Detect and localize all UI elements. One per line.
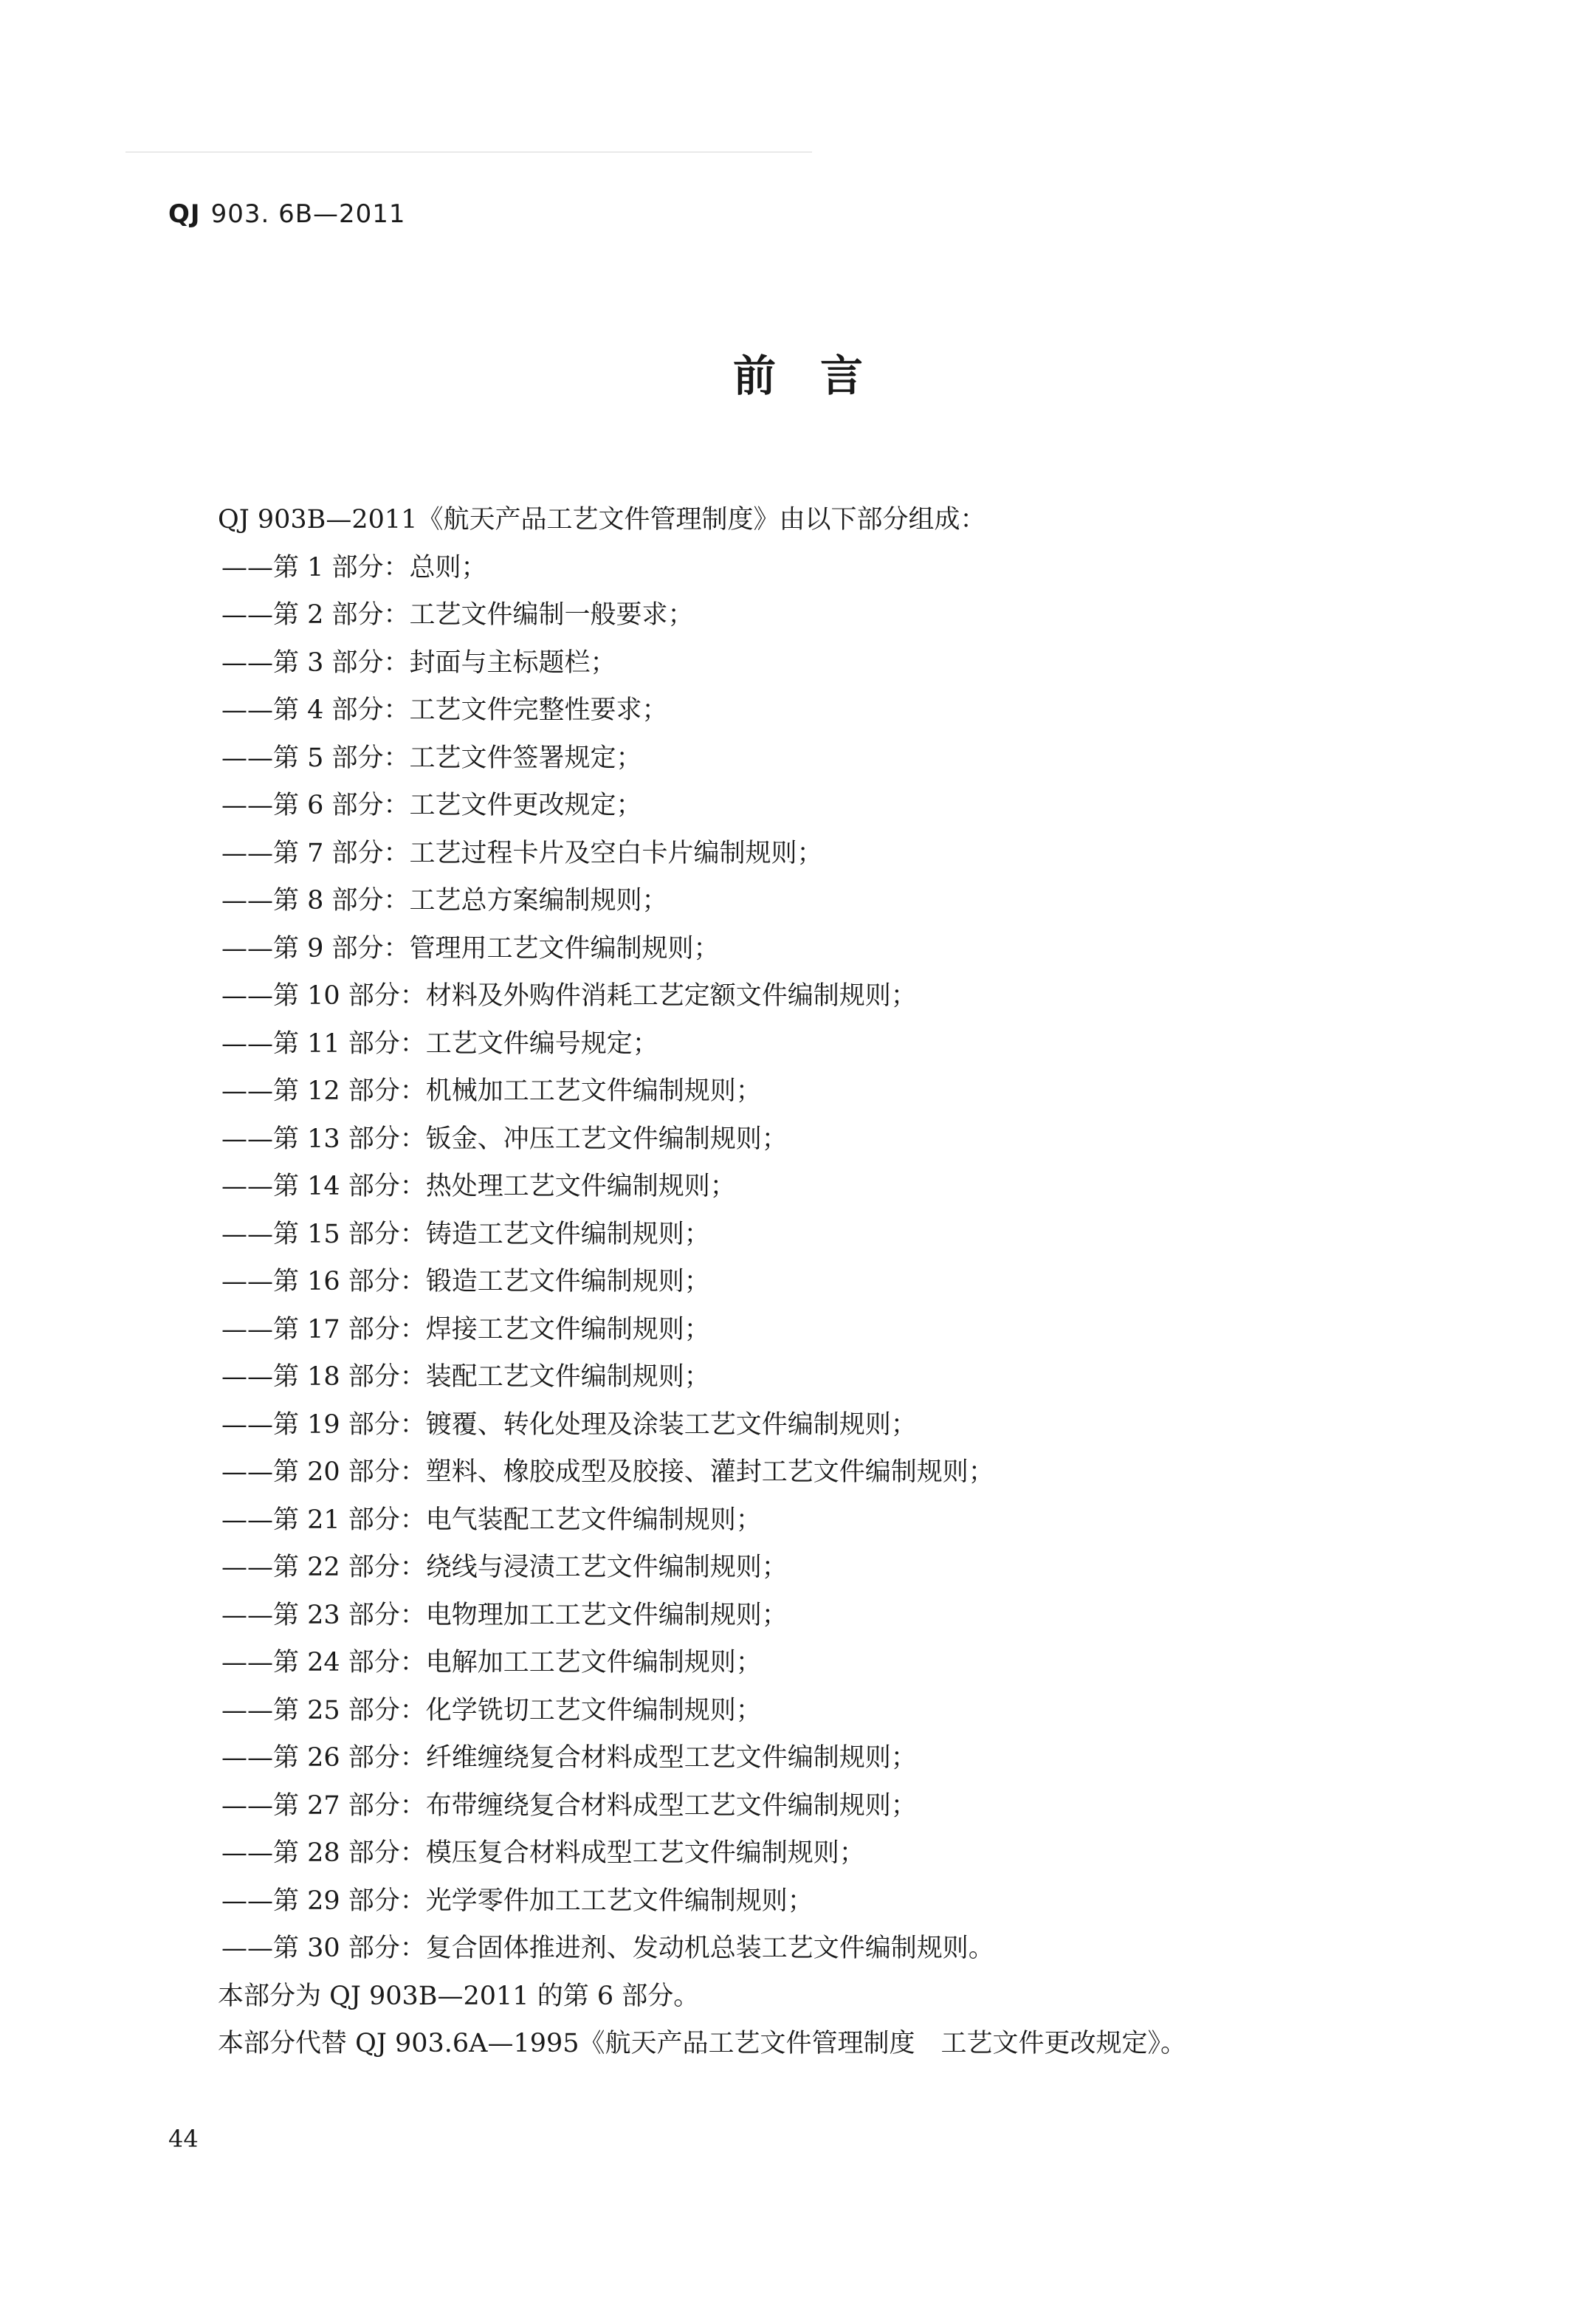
- part-list-item: ——第 7 部分：工艺过程卡片及空白卡片编制规则；: [221, 838, 823, 868]
- intro-paragraph: QJ 903B—2011《航天产品工艺文件管理制度》由以下部分组成：: [218, 505, 986, 535]
- closing-paragraph-2: 本部分代替 QJ 903.6A—1995《航天产品工艺文件管理制度 工艺文件更改规定》。: [218, 2029, 1187, 2058]
- part-list-item: ——第 29 部分：光学零件加工工艺文件编制规则；: [221, 1886, 814, 1916]
- part-list-item: ——第 26 部分：纤维缠绕复合材料成型工艺文件编制规则；: [221, 1743, 917, 1773]
- page-title: 前言: [732, 351, 907, 401]
- part-list-item: ——第 9 部分：管理用工艺文件编制规则；: [221, 933, 720, 963]
- part-list-item: ——第 22 部分：绕线与浸渍工艺文件编制规则；: [221, 1553, 788, 1582]
- document-code: [168, 199, 406, 229]
- part-list-item: ——第 1 部分：总则；: [221, 552, 487, 583]
- part-list-item: ——第 14 部分：热处理工艺文件编制规则；: [221, 1172, 736, 1201]
- part-list-item: ——第 24 部分：电解加工工艺文件编制规则；: [221, 1648, 762, 1677]
- part-list-item: ——第 5 部分：工艺文件签署规定；: [221, 743, 642, 773]
- parts-list: [218, 544, 1186, 1973]
- header-rule: [125, 151, 812, 153]
- part-list-item: ——第 8 部分：工艺总方案编制规则；: [221, 886, 668, 915]
- part-list-item: ——第 18 部分：装配工艺文件编制规则；: [221, 1362, 710, 1392]
- part-list-item: ——第 25 部分：化学铣切工艺文件编制规则；: [221, 1695, 762, 1725]
- part-list-item: ——第 17 部分：焊接工艺文件编制规则；: [221, 1314, 710, 1344]
- part-list-item: ——第 10 部分：材料及外购件消耗工艺定额文件编制规则；: [221, 981, 917, 1011]
- part-list-item: ——第 20 部分：塑料、橡胶成型及胶接、灌封工艺文件编制规则；: [221, 1457, 994, 1487]
- part-list-item: ——第 13 部分：钣金、冲压工艺文件编制规则；: [221, 1124, 788, 1154]
- part-list-item: ——第 6 部分：工艺文件更改规定；: [221, 791, 642, 820]
- part-list-item: ——第 27 部分：布带缠绕复合材料成型工艺文件编制规则；: [221, 1790, 917, 1821]
- part-list-item: ——第 21 部分：电气装配工艺文件编制规则；: [221, 1505, 762, 1535]
- part-list-item: ——第 12 部分：机械加工工艺文件编制规则；: [221, 1076, 762, 1106]
- part-list-item: ——第 15 部分：铸造工艺文件编制规则；: [221, 1219, 710, 1249]
- closing-paragraph-1: 本部分为 QJ 903B—2011 的第 6 部分。: [218, 1981, 700, 2011]
- part-list-item: ——第 28 部分：模压复合材料成型工艺文件编制规则；: [221, 1838, 865, 1868]
- part-list-item: ——第 23 部分：电物理加工工艺文件编制规则；: [221, 1600, 788, 1630]
- foreword-body: [218, 496, 1186, 2068]
- part-list-item: ——第 19 部分：镀覆、转化处理及涂装工艺文件编制规则；: [221, 1409, 917, 1440]
- document-code-prefix: QJ: [168, 199, 201, 229]
- part-list-item: ——第 4 部分：工艺文件完整性要求；: [221, 695, 668, 725]
- part-list-item: ——第 11 部分：工艺文件编号规定；: [221, 1028, 658, 1059]
- part-list-item: ——第 2 部分：工艺文件编制一般要求；: [221, 600, 694, 630]
- part-list-item: ——第 16 部分：锻造工艺文件编制规则；: [221, 1267, 710, 1296]
- part-list-item: ——第 30 部分：复合固体推进剂、发动机总装工艺文件编制规则。: [221, 1934, 994, 1963]
- document-code-number: 903. 6B—2011: [210, 199, 406, 229]
- part-list-item: ——第 3 部分：封面与主标题栏；: [221, 647, 616, 678]
- page-number: 44: [168, 2125, 199, 2153]
